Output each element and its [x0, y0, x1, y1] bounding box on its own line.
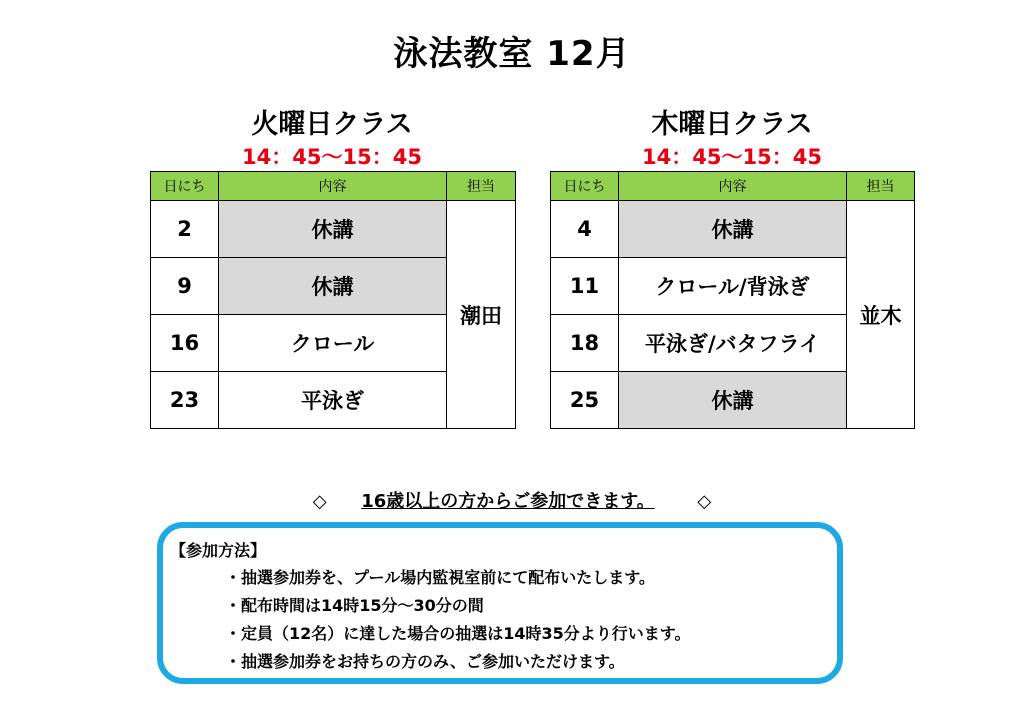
thursday-class-heading: 木曜日クラス [651, 109, 813, 140]
row-day: 16 [151, 315, 219, 372]
thursday-schedule-table [550, 171, 915, 429]
row-day: 2 [151, 201, 219, 258]
participation-line: ・配布時間は14時15分～30分の間 [225, 596, 484, 615]
row-content: クロール/背泳ぎ [619, 258, 847, 315]
page-title: 泳法教室 12月 [393, 34, 631, 74]
tuesday-schedule-table [150, 171, 516, 429]
row-day: 4 [551, 201, 619, 258]
header-content: 内容 [619, 172, 847, 201]
row-content: 休講 [619, 201, 847, 258]
tuesday-class-time: 14：45～15：45 [242, 145, 422, 169]
staff-name: 並木 [847, 201, 915, 429]
table-row [151, 201, 516, 258]
participation-line: ・定員（12名）に達した場合の抽選は14時35分より行います。 [225, 624, 691, 643]
row-content: 休講 [619, 372, 847, 429]
thursday-class-time: 14：45～15：45 [642, 145, 822, 169]
row-content: 平泳ぎ/バタフライ [619, 315, 847, 372]
row-content: 平泳ぎ [219, 372, 447, 429]
participation-line: ・抽選参加券を、プール場内監視室前にて配布いたします。 [225, 568, 655, 587]
row-day: 18 [551, 315, 619, 372]
table-header-row [551, 172, 915, 201]
staff-name: 潮田 [447, 201, 516, 429]
row-content: クロール [219, 315, 447, 372]
age-notice-text: 16歳以上の方からご参加できます。 [361, 491, 655, 512]
header-staff: 担当 [847, 172, 915, 201]
header-date: 日にち [151, 172, 219, 201]
header-staff: 担当 [447, 172, 516, 201]
diamond-icon: ◇ [697, 491, 712, 512]
row-day: 9 [151, 258, 219, 315]
participation-heading: 【参加方法】 [170, 541, 267, 560]
row-content: 休講 [219, 258, 447, 315]
participation-line: ・抽選参加券をお持ちの方のみ、ご参加いただけます。 [225, 652, 625, 671]
row-day: 25 [551, 372, 619, 429]
header-content: 内容 [219, 172, 447, 201]
age-notice [0, 487, 1024, 513]
tuesday-class-heading: 火曜日クラス [251, 109, 413, 140]
row-day: 23 [151, 372, 219, 429]
table-header-row [151, 172, 516, 201]
diamond-icon: ◇ [312, 491, 327, 512]
row-content: 休講 [219, 201, 447, 258]
header-date: 日にち [551, 172, 619, 201]
table-row [551, 201, 915, 258]
row-day: 11 [551, 258, 619, 315]
